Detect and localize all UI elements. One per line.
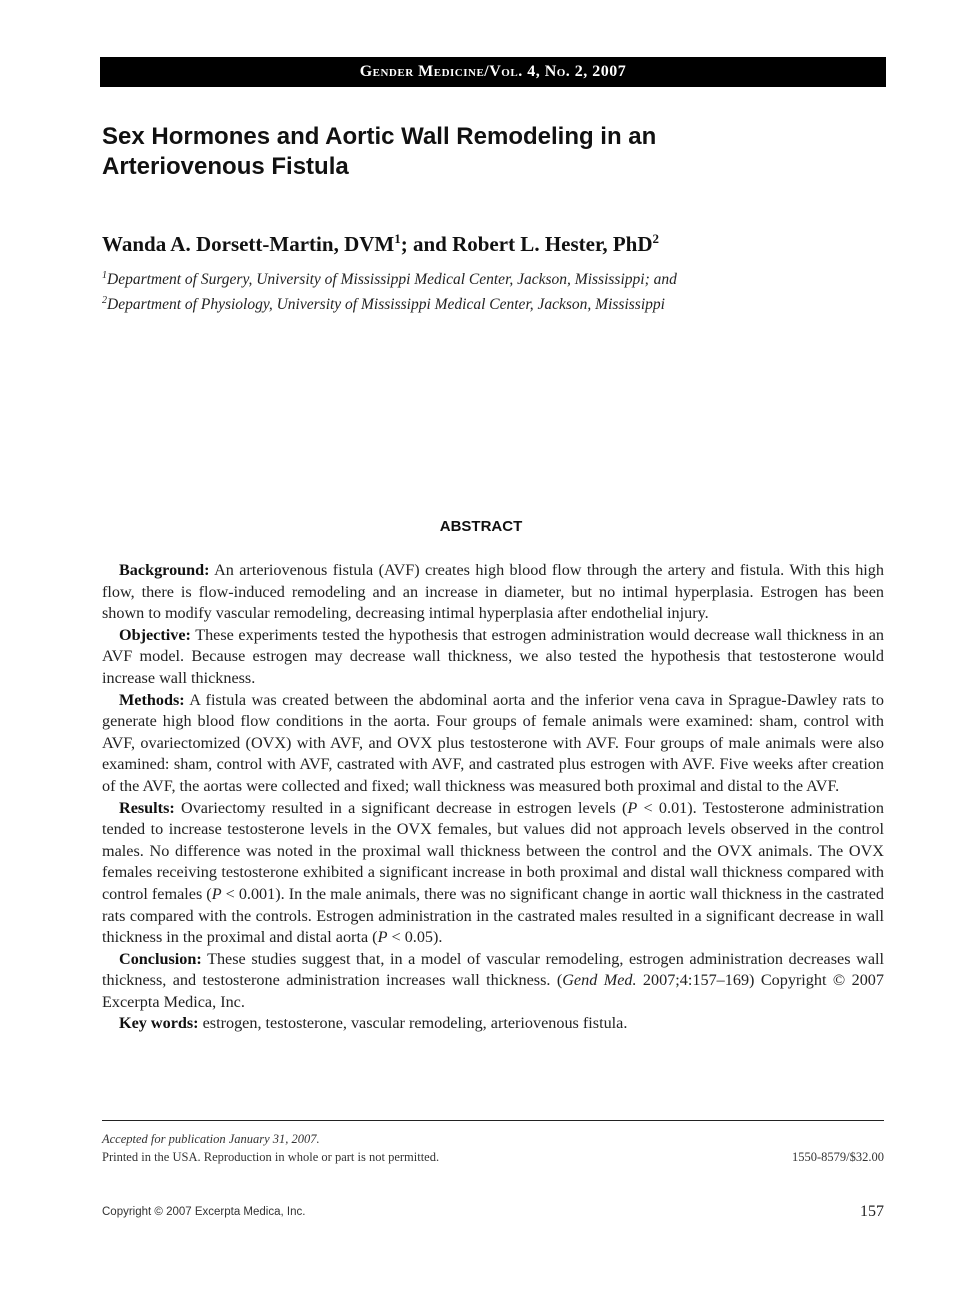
issn-price: 1550-8579/$32.00 <box>791 1150 884 1164</box>
journal-line: Gender Medicine/Vol. 4, No. 2, 2007 <box>359 63 627 80</box>
author-2: Robert L. Hester, PhD <box>452 232 653 256</box>
author-2-affiliation-mark: 2 <box>652 231 660 246</box>
abstract-results: Results: Ovariectomy resulted in a significant decrease in estrogen levels (P < 0.01). Testosterone administration tended to increase testosterone levels in the OVX females, but values did not approach levels observed in the control males. No difference was noted in the proximal wall thickness between the control and the OVX animals. The OVX females receiving testosterone exhibited a significant increase in both proximal and distal wall thickness compared with control females (P < 0.001). In the male animals, there was no significant change in aortic wall thickness in the castrated rats compared with the controls. Estrogen administration in the castrated males resulted in a significant decrease in wall thickness in the proximal and distal aorta (P < 0.05). <box>102 798 884 947</box>
author-1-affiliation-mark: 1 <box>394 231 401 246</box>
article-title: Sex Hormones and Aortic Wall Remodeling in an Arteriovenous Fistula <box>102 123 657 180</box>
page-number: 157 <box>860 1203 884 1220</box>
abstract-body <box>102 560 884 1035</box>
footer-divider <box>102 1120 884 1121</box>
affiliations <box>102 265 862 315</box>
abstract-background: Background: An arteriovenous fistula (AVF) creates high blood flow through the artery and fistula. With this high flow, there is flow-induced remodeling and an increase in diameter, but no intimal hyperplasia. Estrogen has been shown to modify vascular remodeling, decreasing intimal hyperplasia after endothelial injury. <box>102 561 884 623</box>
printed-notice: Printed in the USA. Reproduction in whole or part is not permitted. <box>102 1150 440 1164</box>
abstract-objective: Objective: These experiments tested the hypothesis that estrogen administration would decrease wall thickness in an AVF model. Because estrogen may decrease wall thickness, we also tested the hypothesis that testosterone would increase wall thickness. <box>102 625 884 687</box>
affiliation-1: $^1$Department of Surgery, University of Mississippi Medical Center, Jackson, Mississippi; and <box>102 270 677 289</box>
journal-header-bar <box>100 57 886 87</box>
abstract-methods: Methods: A fistula was created between the abdominal aorta and the inferior vena cava in Sprague-Dawley rats to generate high blood flow conditions in the aorta. Four groups of female animals were examined: sham, control with AVF, ovariectomized (OVX) with AVF, and OVX plus testosterone with AVF. Four groups of male animals were also examined: sham, control with AVF, castrated with AVF, and castrated plus estrogen with AVF. Five weeks after creation of the AVF, the aortas were collected and fixed; wall thickness was measured both proximal and distal to the AVF. <box>102 690 884 795</box>
affiliation-2: $^2$Department of Physiology, University of Mississippi Medical Center, Jackson, Mississippi <box>102 295 665 314</box>
abstract-conclusion: Conclusion: These studies suggest that, in a model of vascular remodeling, estrogen administration decreases wall thickness, and testosterone administration increases wall thickness. (Gend Med. 2007;4:157–169) Copyright © 2007 Excerpta Medica, Inc. <box>102 949 884 1011</box>
abstract-heading: ABSTRACT <box>439 518 523 535</box>
author-1: Wanda A. Dorsett-Martin, DVM <box>102 232 395 256</box>
copyright-footer: Copyright © 2007 Excerpta Medica, Inc. <box>102 1206 306 1218</box>
author-list <box>102 226 659 257</box>
abstract-keywords: Key words: estrogen, testosterone, vascular remodeling, arteriovenous fistula. <box>119 1014 628 1033</box>
accepted-date: Accepted for publication January 31, 2007. <box>102 1132 320 1146</box>
author-separator: ; and <box>400 232 453 256</box>
